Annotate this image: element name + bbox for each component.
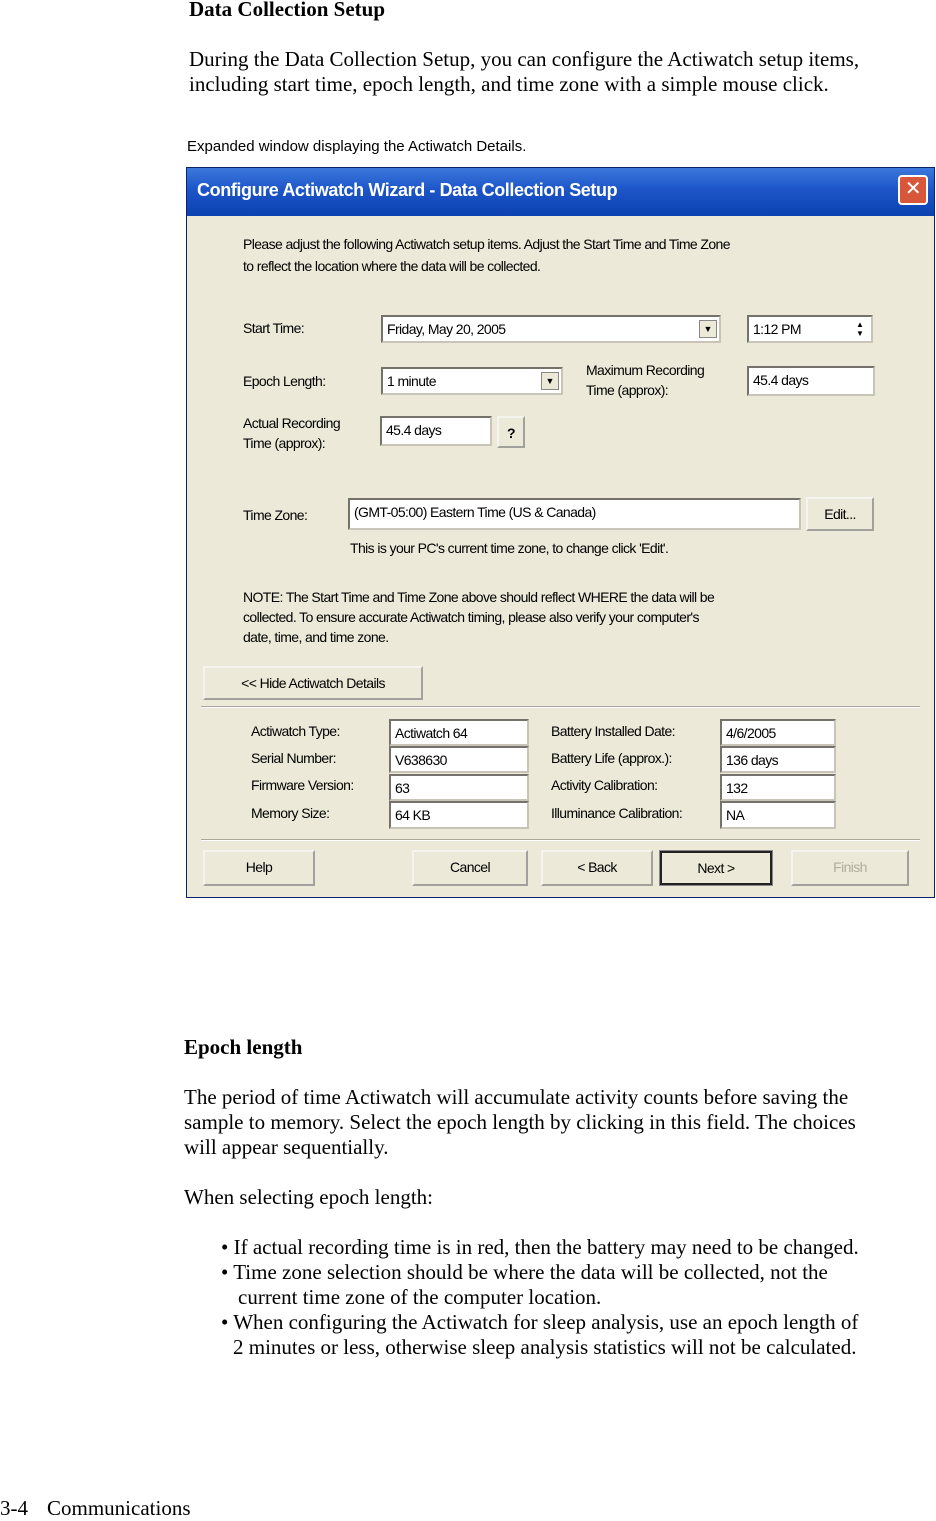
next-button[interactable]: Next >: [660, 851, 772, 885]
back-button[interactable]: < Back: [541, 850, 653, 886]
time-zone-label: Time Zone:: [243, 507, 308, 523]
bullet-2-line-2: current time zone of the computer location.: [238, 1285, 602, 1309]
time-zone-note: This is your PC's current time zone, to change click 'Edit'.: [350, 540, 669, 556]
activity-calibration-value: 132: [720, 774, 836, 801]
actiwatch-type-value: Actiwatch 64: [389, 719, 529, 746]
start-date-value: Friday, May 20, 2005: [387, 321, 506, 337]
chevron-down-icon[interactable]: ▼: [699, 320, 717, 338]
illuminance-calibration-label: Illuminance Calibration:: [551, 805, 683, 821]
instructions-line-2: to reflect the location where the data will be collected.: [243, 258, 541, 274]
finish-button[interactable]: Finish: [791, 850, 909, 886]
dialog-title: Configure Actiwatch Wizard - Data Collection Setup: [197, 180, 618, 200]
section-heading-epoch-length: Epoch length: [184, 1035, 303, 1059]
cancel-button[interactable]: Cancel: [412, 850, 528, 886]
activity-calibration-label: Activity Calibration:: [551, 777, 658, 793]
when-selecting-text: When selecting epoch length:: [184, 1185, 433, 1209]
details-divider: [201, 706, 920, 708]
hide-actiwatch-details-button[interactable]: << Hide Actiwatch Details: [203, 666, 423, 700]
battery-installed-date-value: 4/6/2005: [720, 719, 836, 746]
battery-life-label: Battery Life (approx.):: [551, 750, 672, 766]
battery-life-value: 136 days: [720, 746, 836, 773]
actual-recording-value: 45.4 days: [380, 416, 492, 446]
chevron-down-icon[interactable]: ▼: [541, 372, 559, 390]
actual-recording-label-line-2: Time (approx):: [243, 435, 326, 451]
page-number: 3-4: [0, 1496, 28, 1520]
start-time-value: 1:12 PM: [753, 321, 801, 337]
bullet-3-line-1: • When configuring the Actiwatch for sleep analysis, use an epoch length of: [221, 1310, 859, 1334]
actual-recording-label-line-1: Actual Recording: [243, 415, 341, 431]
memory-size-label: Memory Size:: [251, 805, 330, 821]
dialog-titlebar[interactable]: [187, 168, 934, 216]
start-date-picker[interactable]: [381, 315, 721, 343]
note-line-1: NOTE: The Start Time and Time Zone above should reflect WHERE the data will be: [243, 589, 715, 605]
intro-line-1: During the Data Collection Setup, you can configure the Actiwatch setup items,: [189, 47, 860, 71]
start-time-label: Start Time:: [243, 320, 305, 336]
spinner-arrows-icon[interactable]: ▲ ▼: [856, 320, 864, 338]
help-button[interactable]: Help: [203, 850, 315, 886]
configure-actiwatch-dialog: [186, 167, 935, 898]
close-icon[interactable]: ✕: [898, 175, 928, 205]
buttons-divider: [201, 839, 920, 841]
epoch-length-label: Epoch Length:: [243, 373, 326, 389]
bullet-2-line-1: • Time zone selection should be where the data will be collected, not the: [221, 1260, 828, 1284]
recording-help-button[interactable]: ?: [497, 416, 525, 448]
time-zone-value: (GMT-05:00) Eastern Time (US & Canada): [348, 498, 801, 530]
actiwatch-type-label: Actiwatch Type:: [251, 723, 340, 739]
instructions-line-1: Please adjust the following Actiwatch setup items. Adjust the Start Time and Time Zone: [243, 236, 730, 252]
serial-number-value: V638630: [389, 746, 529, 773]
epoch-para-line-1: The period of time Actiwatch will accumulate activity counts before saving the: [184, 1085, 849, 1109]
note-line-3: date, time, and time zone.: [243, 629, 389, 645]
edit-time-zone-button[interactable]: Edit...: [806, 497, 874, 531]
firmware-version-value: 63: [389, 774, 529, 801]
bullet-1: • If actual recording time is in red, then the battery may need to be changed.: [221, 1235, 859, 1259]
bullet-3-line-2: 2 minutes or less, otherwise sleep analysis statistics will not be calculated.: [233, 1335, 857, 1359]
epoch-para-line-2: sample to memory. Select the epoch length by clicking in this field. The choices: [184, 1110, 856, 1134]
intro-line-2: including start time, epoch length, and time zone with a simple mouse click.: [189, 72, 829, 96]
battery-installed-date-label: Battery Installed Date:: [551, 723, 675, 739]
serial-number-label: Serial Number:: [251, 750, 336, 766]
figure-caption: Expanded window displaying the Actiwatch Details.: [187, 138, 527, 155]
section-heading-data-collection-setup: Data Collection Setup: [189, 0, 385, 21]
firmware-version-label: Firmware Version:: [251, 777, 354, 793]
illuminance-calibration-value: NA: [720, 801, 836, 829]
epoch-length-select[interactable]: [381, 367, 563, 395]
memory-size-value: 64 KB: [389, 801, 529, 829]
epoch-para-line-3: will appear sequentially.: [184, 1135, 389, 1159]
start-time-spinner[interactable]: [747, 315, 873, 343]
max-recording-value: 45.4 days: [747, 366, 875, 396]
footer-section-name: Communications: [47, 1496, 191, 1520]
note-line-2: collected. To ensure accurate Actiwatch timing, please also verify your computer's: [243, 609, 699, 625]
max-recording-label-line-1: Maximum Recording: [586, 362, 705, 378]
epoch-length-value: 1 minute: [387, 373, 436, 389]
max-recording-label-line-2: Time (approx):: [586, 382, 669, 398]
